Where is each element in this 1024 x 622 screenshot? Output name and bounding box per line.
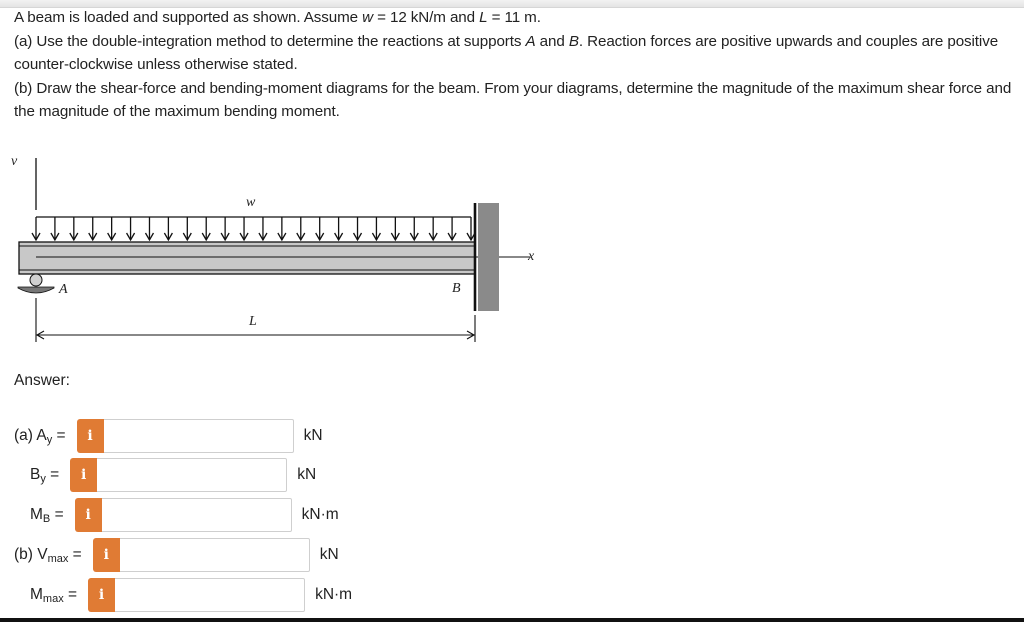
answer-heading: Answer: — [14, 372, 70, 389]
by-label: $B_y$ = — [30, 465, 60, 485]
info-icon[interactable]: i — [88, 578, 115, 612]
answer-row-mmax — [30, 577, 352, 613]
support-b-label: B — [452, 281, 461, 296]
length-label: L — [249, 314, 257, 329]
ay-input[interactable] — [104, 419, 294, 453]
mb-label: $M_B$ = — [30, 505, 64, 525]
problem-statement — [14, 6, 1019, 124]
problem-part-a: (a) Use the double-integration method to determine the reactions at supports A and B. Reaction forces are positive upwards and couples are positive counter-clockwise unless otherwise stated. — [14, 32, 999, 73]
bottom-border — [0, 618, 1024, 622]
mmax-label: $M_{max}$ = — [30, 585, 78, 605]
answer-row-mb — [30, 497, 339, 533]
mb-input[interactable] — [102, 498, 292, 532]
info-icon[interactable]: i — [75, 498, 102, 532]
x-axis-label: x — [528, 249, 535, 264]
ay-label: (a) $A_y$ = — [14, 426, 66, 446]
mmax-input[interactable] — [115, 578, 305, 612]
vmax-input[interactable] — [120, 538, 310, 572]
problem-intro: A beam is loaded and supported as shown. Assume w = 12 kN/m and L = 11 m. — [14, 9, 541, 26]
mmax-unit: kN·m — [315, 586, 353, 603]
vmax-label: (b) $V_{max}$ = — [14, 545, 82, 565]
load-label: w — [246, 195, 256, 210]
ay-unit: kN — [303, 427, 323, 444]
answer-row-by — [30, 457, 316, 493]
support-a-label: A — [59, 282, 68, 297]
info-icon[interactable]: i — [70, 458, 97, 492]
beam-diagram — [0, 140, 560, 360]
by-unit: kN — [297, 466, 317, 483]
answer-row-ay — [14, 418, 323, 454]
v-axis-label: v — [11, 154, 18, 169]
beam-figure — [0, 140, 560, 360]
by-input[interactable] — [97, 458, 287, 492]
vmax-unit: kN — [319, 546, 339, 563]
answer-row-vmax — [14, 537, 339, 573]
mb-unit: kN·m — [301, 506, 339, 523]
problem-part-b: (b) Draw the shear-force and bending-moment diagrams for the beam. From your diagrams, determine the magnitude of the maximum shear force and the magnitude of the maximum bending moment. — [14, 79, 1012, 120]
info-icon[interactable]: i — [93, 538, 120, 572]
info-icon[interactable]: i — [77, 419, 104, 453]
